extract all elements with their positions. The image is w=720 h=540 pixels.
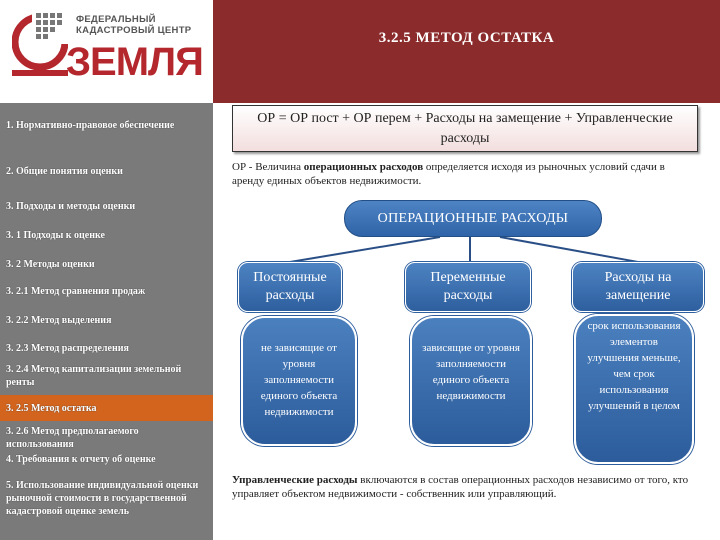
sidebar-item-general-concepts[interactable]: 2. Общие понятия оценки — [6, 166, 123, 177]
management-expenses-text: Управленческие расходы включаются в состав операционных расходов независимо от того, кто управляет объектом недвижимости - собственник или управляющий. — [232, 474, 689, 500]
formula-box: ОР = ОР пост + ОР перем + Расходы на замещение + Управленческие расходы — [232, 105, 698, 152]
variable-expenses-node: Переменные расходы — [405, 262, 531, 312]
replacement-expenses-description: срок использования элементов улучшения меньше, чем срок использования улучшений в целом — [574, 314, 694, 464]
sidebar-item-extraction[interactable]: 3. 2.2 Метод выделения — [6, 315, 112, 326]
operating-expenses-node: ОПЕРАЦИОННЫЕ РАСХОДЫ — [344, 200, 602, 237]
sidebar-item-approaches-methods[interactable]: 3. Подходы и методы оценки — [6, 201, 136, 212]
fixed-expenses-description: не зависящие от уровня заполняемости единого объекта недвижимости — [241, 316, 357, 446]
sidebar-item-allocation[interactable]: 3. 2.3 Метод распределения — [6, 343, 129, 354]
sidebar-item-intended-use[interactable]: 3. 2.6 Метод предполагаемого использования — [6, 426, 139, 450]
sidebar-item-sales-comparison[interactable]: 3. 2.1 Метод сравнения продаж — [6, 286, 146, 297]
definition-text: ОР - Величина операционных расходов определяется исходя из рыночных условий сдачи в аренду единых объектов недвижимости. — [232, 161, 665, 187]
org-name-line1: ФЕДЕРАЛЬНЫЙ — [76, 14, 156, 25]
brand-name: ЗЕМЛЯ — [66, 40, 203, 84]
sidebar-item-approaches[interactable]: 3. 1 Подходы к оценке — [6, 230, 105, 241]
variable-expenses-description: зависящие от уровня заполняемости единого объекта недвижимости — [410, 316, 532, 446]
sidebar-item-individual-valuation[interactable]: 5. Использование индивидуальной оценки рыночной стоимости в государственной кадастровой оценке земель — [6, 480, 199, 517]
page-title: 3.2.5 МЕТОД ОСТАТКА — [378, 30, 555, 46]
sidebar-item-legal-basis[interactable]: 1. Нормативно-правовое обеспечение — [6, 120, 175, 131]
sidebar-item-rent-capitalization[interactable]: 3. 2.4 Метод капитализации земельной ренты — [6, 364, 182, 388]
sidebar-item-methods[interactable]: 3. 2 Методы оценки — [6, 259, 95, 270]
replacement-expenses-node: Расходы на замещение — [572, 262, 704, 312]
fixed-expenses-node: Постоянные расходы — [238, 262, 342, 312]
sidebar-item-residual-method[interactable]: 3. 2.5 Метод остатка — [0, 395, 213, 421]
org-name-line2: КАДАСТРОВЫЙ ЦЕНТР — [76, 25, 192, 36]
sidebar-item-report-requirements[interactable]: 4. Требования к отчету об оценке — [6, 454, 156, 465]
